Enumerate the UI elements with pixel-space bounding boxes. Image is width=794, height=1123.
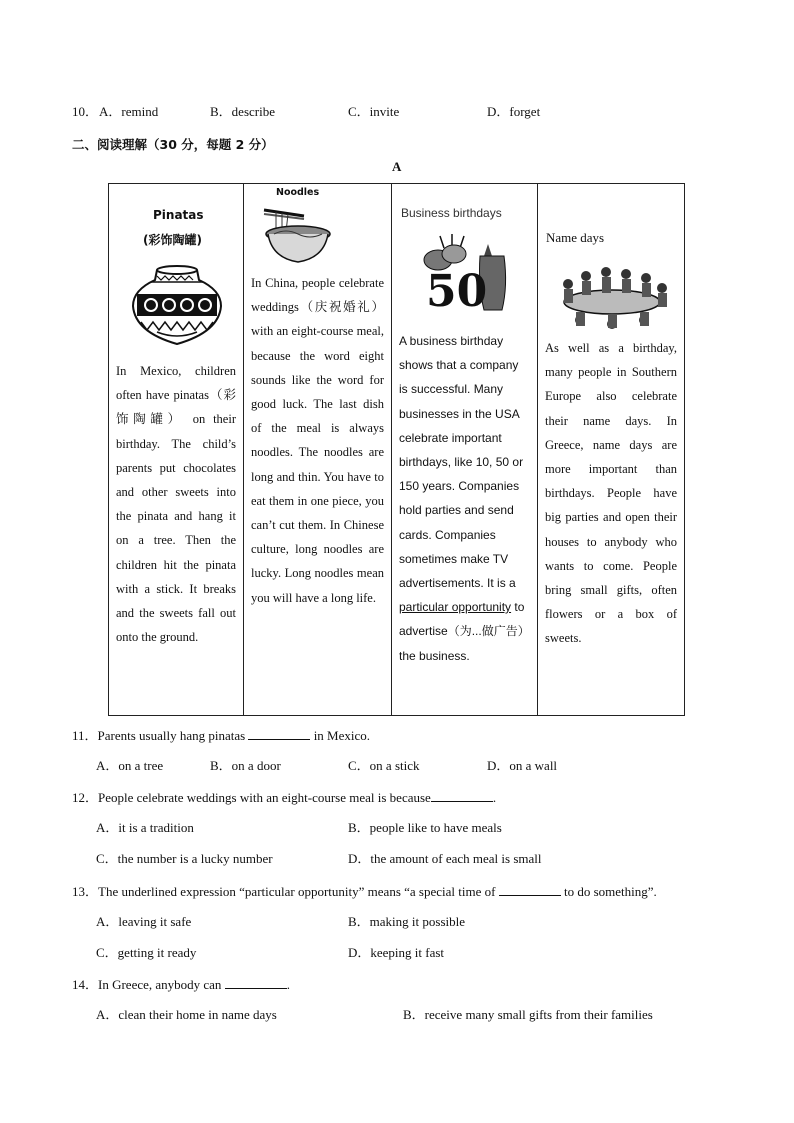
q11-option-a: A．on a tree bbox=[96, 758, 164, 773]
noodles-text: In China, people celebrate weddings（庆祝婚礼） with an eight-course meal, because the word eight sounds like the word for good luck. The last dish of the meal is always noodles. The noodles are long and thin. You have to eat them in one piece, you can’t cut them. In Chinese culture, long noodles are lucky. Long noodles mean you will have a long life. bbox=[251, 276, 384, 605]
q11-option-c: C．on a stick bbox=[348, 758, 420, 773]
section-title: 二、阅读理解（30 分，每题 2 分） bbox=[72, 137, 274, 152]
namedays-text: As well as a birthday, many people in Southern Europe also celebrate their name days. In Greece, name days are more important than birthdays. People have big parties and open their houses to anybody who wants to come. People bring small gifts, often flowers or a box of sweets. bbox=[545, 341, 677, 646]
cell-business bbox=[391, 184, 537, 715]
business-text-before: A business birthday shows that a company is successful. Many businesses in the USA celebrate important birthdays, like 10, 50 or 150 years. Companies hold parties and send cards. Companies sometimes make TV advertisements. It is a bbox=[399, 334, 524, 591]
q12-blank bbox=[431, 789, 493, 802]
q13-option-c: C．getting it ready bbox=[96, 945, 197, 960]
q13-option-d: D．keeping it fast bbox=[348, 945, 445, 960]
underlined-expression: particular opportunity bbox=[399, 600, 512, 615]
q14-stem-end: . bbox=[286, 977, 290, 992]
q10-number: 10． bbox=[72, 104, 99, 119]
q14-stem-start: 14．In Greece, anybody can bbox=[72, 977, 222, 992]
pinatas-caption: Pinatas bbox=[153, 208, 204, 222]
passage-label: A bbox=[392, 159, 402, 174]
q11-stem-end: in Mexico. bbox=[313, 728, 371, 743]
celebration-50-icon bbox=[418, 230, 518, 318]
q12-option-a: A．it is a tradition bbox=[96, 820, 194, 835]
pinatas-caption-cn: (彩饰陶罐) bbox=[143, 233, 202, 247]
noodles-caption: Noodles bbox=[276, 187, 320, 198]
q13-blank bbox=[499, 883, 561, 896]
q12-stem-end: . bbox=[492, 790, 497, 805]
cell-noodles bbox=[243, 184, 391, 715]
business-text-after: to advertise（为...做广告） the business. bbox=[399, 600, 530, 663]
q12-option-c: C．the number is a lucky number bbox=[96, 851, 273, 866]
business-text bbox=[399, 329, 530, 668]
q10-option-b: B．describe bbox=[210, 104, 275, 119]
q12-stem-start: 12．People celebrate weddings with an eight-course meal is because bbox=[72, 790, 431, 805]
pot-icon bbox=[127, 260, 227, 348]
pinatas-text: In Mexico, children often have pinatas（彩饰陶罐） on their birthday. The child’s parents put chocolates and other sweets into the pinata and hang it on a tree. Then the children hit the pinata with a stick. It breaks and the sweets fall out onto the ground. bbox=[116, 364, 236, 645]
q10-option-a: A．remind bbox=[99, 104, 159, 119]
business-caption: Business birthdays bbox=[401, 206, 502, 220]
reading-table bbox=[108, 183, 685, 716]
q11-option-b: B．on a door bbox=[210, 758, 281, 773]
q11-stem bbox=[72, 727, 370, 744]
family-dinner-icon bbox=[550, 262, 674, 334]
cell-pinatas bbox=[109, 184, 243, 715]
q14-stem bbox=[72, 976, 290, 993]
q11-blank bbox=[248, 727, 310, 740]
q12-option-d: D．the amount of each meal is small bbox=[348, 851, 542, 866]
q13-stem-end: to do something”. bbox=[563, 884, 657, 899]
q11-stem-start: 11．Parents usually hang pinatas bbox=[72, 728, 246, 743]
namedays-caption: Name days bbox=[546, 230, 605, 245]
q12-stem bbox=[72, 789, 496, 806]
q14-blank bbox=[225, 976, 287, 989]
cell-namedays bbox=[537, 184, 684, 715]
noodle-bowl-icon bbox=[262, 204, 334, 266]
q13-stem-start: 13．The underlined expression “particular opportunity” means “a special time of bbox=[72, 884, 496, 899]
number-50-label: 50 bbox=[426, 266, 488, 317]
q14-option-b: B．receive many small gifts from their families bbox=[403, 1007, 653, 1022]
q12-option-b: B．people like to have meals bbox=[348, 820, 502, 835]
q10-option-c: C．invite bbox=[348, 104, 400, 119]
q13-option-b: B．making it possible bbox=[348, 914, 466, 929]
q10-option-d: D．forget bbox=[487, 104, 541, 119]
q11-option-d: D．on a wall bbox=[487, 758, 558, 773]
q13-stem bbox=[72, 883, 657, 900]
q14-option-a: A．clean their home in name days bbox=[96, 1007, 277, 1022]
q13-option-a: A．leaving it safe bbox=[96, 914, 192, 929]
